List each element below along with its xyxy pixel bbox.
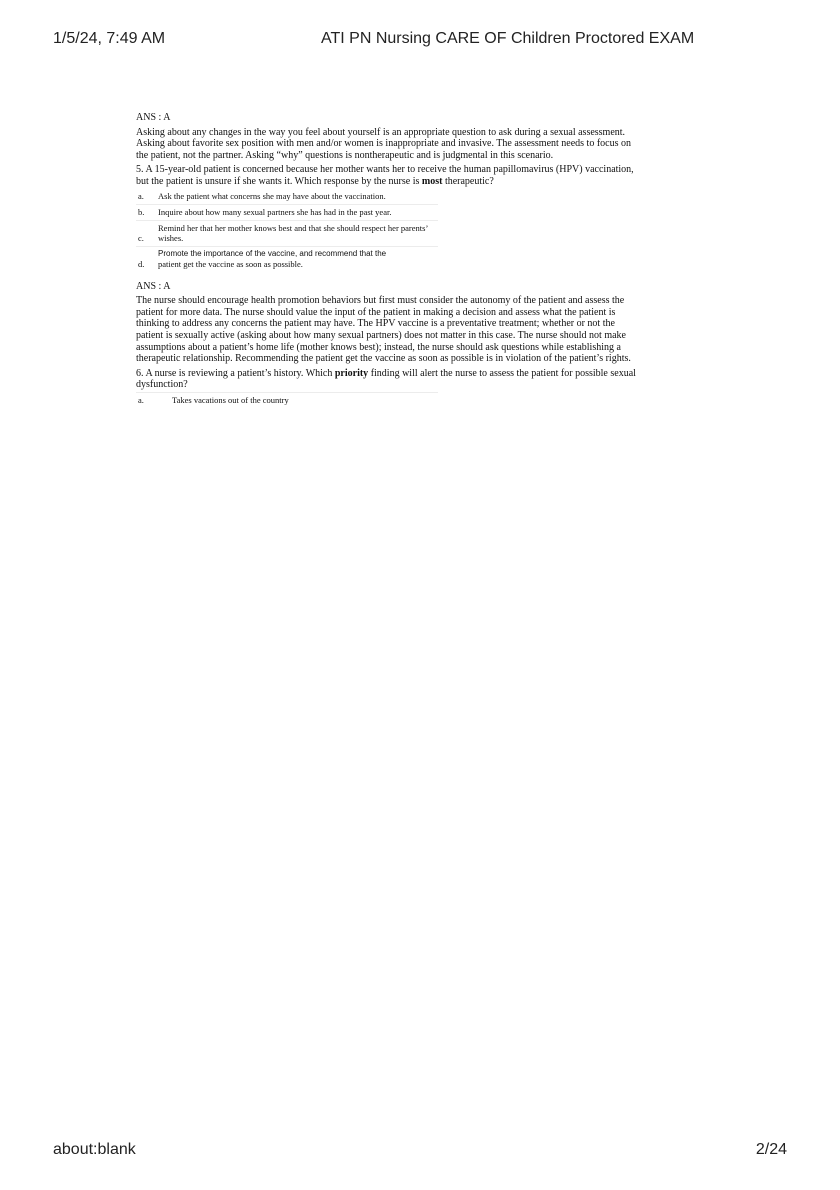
- answer-label: ANS : A: [136, 280, 171, 292]
- option-d: [136, 247, 438, 272]
- option-a: [136, 189, 438, 205]
- option-text-line2: patient get the vaccine as soon as possible.: [158, 258, 303, 269]
- question-5-options: [136, 189, 438, 272]
- option-b: [136, 205, 438, 221]
- print-url: about:blank: [53, 1141, 136, 1158]
- print-date: 1/5/24, 7:49 AM: [53, 30, 166, 47]
- question-6-options: [136, 392, 438, 408]
- page-number: 2/24: [755, 1141, 787, 1158]
- option-letter: b.: [138, 206, 145, 217]
- rationale-text: The nurse should encourage health promotion behaviors but first must consider the autonomy of the patient and assess the patient for more data. The nurse should value the input of the patient in making a decision and assess what the patient is thinking to address any concerns the patient may have. The HPV vaccine is a preventative treatment; whether or not the patient is sexually active (asking about how many sexual partners) does not matter in this case. The nurse should not make assumptions about a patient’s home life (mother knows best); instead, the nurse should ask questions while establishing a therapeutic relationship. Recommending the patient get the vaccine as soon as possible is in violation of the patient’s rights.: [136, 295, 631, 365]
- option-c: [136, 221, 438, 247]
- answer-label: ANS : A: [136, 112, 171, 123]
- rationale-text: Asking about any changes in the way you feel about yourself is an appropriate question to ask during a sexual assessment. Asking about favorite sex position with men and/or women is inappropriate and invasive. The assessment needs to focus on the patient, not the partner. Asking “why” questions is nontherapeutic and is judgmental in this scenario.: [136, 126, 631, 161]
- option-letter: a.: [138, 190, 144, 201]
- option-letter: d.: [138, 258, 145, 269]
- option-text: Inquire about how many sexual partners she has had in the past year.: [158, 206, 392, 217]
- option-text: Takes vacations out of the country: [172, 394, 289, 405]
- print-title: ATI PN Nursing CARE OF Children Proctored EXAM: [321, 30, 695, 47]
- document-body: [136, 112, 640, 413]
- option-letter: c.: [138, 232, 144, 243]
- option-text-line1: Promote the importance of the vaccine, and recommend that the: [158, 248, 387, 258]
- question-5-stem: 5. A 15-year-old patient is concerned because her mother wants her to receive the human papillomavirus (HPV) vaccination, but the patient is unsure if she wants it. Which response by the nurse is most therapeutic?: [136, 164, 634, 187]
- question-6-stem: 6. A nurse is reviewing a patient’s history. Which priority finding will alert the nurse to assess the patient for possible sexual dysfunction?: [136, 367, 636, 391]
- option-text: Ask the patient what concerns she may have about the vaccination.: [158, 190, 386, 201]
- option-letter: a.: [138, 394, 144, 405]
- option-text: Remind her that her mother knows best and that she should respect her parents’ wishes.: [158, 222, 428, 243]
- option-a: [136, 393, 438, 408]
